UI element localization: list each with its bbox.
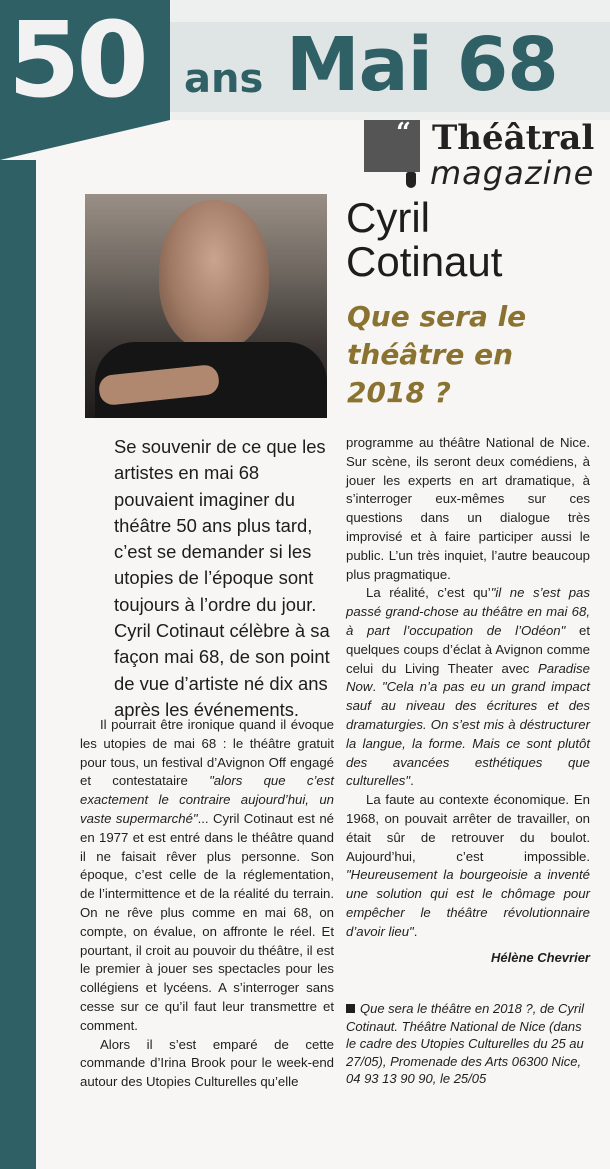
- left-paragraph-2: Alors il s’est emparé de cette commande d’Irina Brook pour le week-end autour des Utopies Culturelles qu’elle: [80, 1036, 334, 1090]
- logo-quote-mark: “: [396, 118, 411, 148]
- right-column: [346, 434, 590, 942]
- header-ans: ans: [184, 56, 264, 102]
- article-intro: Se souvenir de ce que les artistes en mai 68 pouvaient imaginer du théâtre 50 ans plus tard, c’est se demander si les utopies de l’époque sont toujours à l’ordre du jour. Cyril Cotinaut célèbre à sa façon mai 68, de son point de vue d’artiste né dix ans après les événements.: [114, 436, 330, 720]
- right-paragraph-3: La faute au contexte économique. En 1968, on pouvait arrêter de travailler, on était sûr de retrouver du boulot. Aujourd’hui, c’est impossible. "Heureusement la bourgeoisie a inventé une solution qui est le chômage pour empêcher le théâtre révolutionnaire d’avoir lieu".: [346, 792, 590, 939]
- logo-drop-icon: [406, 172, 416, 188]
- right-paragraph-2: La réalité, c’est qu’"il ne s’est pas passé grand-chose au théâtre en mai 68, à part l’occupation de l’Odéon" et quelques coups d’éclat à Avignon comme celui du Living Theater avec Paradise Now. "Cela n’a pas eu un grand impact sauf au niveau des écritures et des dramaturgies. On s’est mis à déstructurer la langue, la forme. Mais ce sont plutôt des avancées esthétiques que culturelles".: [346, 585, 590, 789]
- portrait-head: [159, 200, 269, 350]
- logo-theatral: Théâtral: [432, 118, 595, 158]
- header-number: 50: [8, 0, 145, 120]
- portrait-photo: [85, 194, 327, 418]
- logo-speech-icon: [364, 120, 420, 172]
- square-bullet-icon: [346, 1004, 355, 1013]
- artist-first-name: Cyril: [346, 194, 430, 241]
- left-paragraph-1: Il pourrait être ironique quand il évoque les utopies de mai 68 : le théâtre gratuit pour tous, un festival d’Avignon Off engagé et contestataire "alors que c’est exactement le contraire aujourd’hui, un vaste supermarché"... Cyril Cotinaut est né en 1977 et est entré dans le théâtre quand il ne faisait rêver plus personne. Son époque, c’est celle de la réglementation, de l’intermittence et de la réalité du terrain. On ne rêve plus comme en mai 68, on compte, on évalue, on affronte le réel. Et pourtant, il croit au pouvoir du théâtre, il est le premier à jouer ses spectacles pour les collégiens et lycéens. A s’interroger sans cesse sur ce qu’il faut leur transmettre et comment.: [80, 717, 335, 1033]
- logo-magazine: magazine: [430, 154, 595, 192]
- artist-last-name: Cotinaut: [346, 238, 503, 285]
- teal-corner: [0, 120, 170, 160]
- article-headline: Que sera le théâtre en 2018 ?: [347, 300, 527, 409]
- left-column: [80, 716, 334, 1092]
- show-info-text: Que sera le théâtre en 2018 ?, de Cyril Cotinaut. Théâtre National de Nice (dans le cadre des Utopies Culturelles du 25 au 27/05), Promenade des Arts 06300 Nice, 04 93 13 90 90, le 25/05: [346, 1001, 585, 1087]
- left-teal-stripe: [0, 160, 36, 1169]
- author-signature: Hélène Chevrier: [491, 950, 590, 965]
- show-info-box: [346, 1000, 590, 1088]
- header-band: [0, 0, 610, 120]
- right-paragraph-1: programme au théâtre National de Nice. Sur scène, ils seront deux comédiens, à jouer les experts en art dramatique, à s’interroger eux-mêmes sur ces questions dans un dialogue très improvisé et à faire participer aussi le public. L’un très inquiet, l’autre beaucoup plus pragmatique.: [346, 435, 590, 582]
- header-title: Mai 68: [286, 22, 558, 108]
